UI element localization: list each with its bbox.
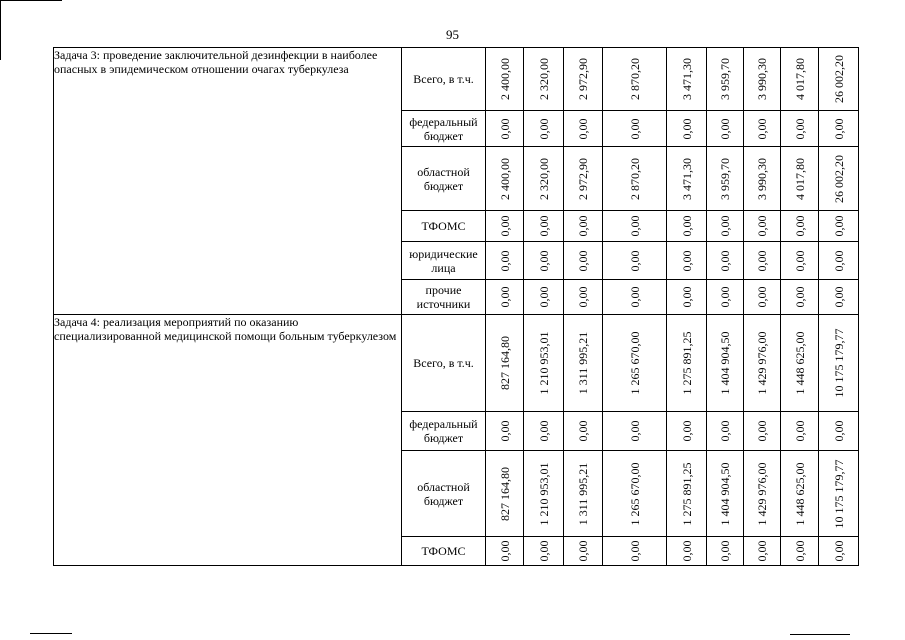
- value-cell: 0,00: [564, 242, 603, 280]
- value-cell: 0,00: [486, 412, 524, 451]
- value-cell: 0,00: [603, 111, 667, 147]
- value-cell: 1 404 904,50: [707, 315, 744, 412]
- value-cell: 2 400,00: [486, 147, 524, 211]
- value-cell: 1 210 953,01: [524, 451, 564, 537]
- value-cell: 1 448 625,00: [781, 451, 819, 537]
- funding-source: юридические лица: [402, 242, 486, 280]
- value-cell: 0,00: [781, 280, 819, 315]
- value-cell: 0,00: [603, 242, 667, 280]
- value-cell: 0,00: [707, 412, 744, 451]
- value-cell: 0,00: [667, 111, 707, 147]
- value-cell: 0,00: [707, 280, 744, 315]
- value-cell: 0,00: [564, 537, 603, 566]
- funding-source: Всего, в т.ч.: [402, 48, 486, 111]
- page-number: 95: [446, 27, 459, 42]
- funding-table: [53, 47, 859, 566]
- value-cell: 0,00: [524, 280, 564, 315]
- value-cell: 0,00: [781, 211, 819, 242]
- value-cell: 2 400,00: [486, 48, 524, 111]
- value-cell: 0,00: [819, 242, 859, 280]
- value-cell: 827 164,80: [486, 451, 524, 537]
- funding-source: прочие источники: [402, 280, 486, 315]
- value-cell: 0,00: [486, 280, 524, 315]
- value-cell: 1 265 670,00: [603, 451, 667, 537]
- value-cell: 0,00: [667, 242, 707, 280]
- value-cell: 0,00: [781, 242, 819, 280]
- funding-source: Всего, в т.ч.: [402, 315, 486, 412]
- value-cell: 0,00: [564, 111, 603, 147]
- funding-source: областной бюджет: [402, 451, 486, 537]
- value-cell: 0,00: [667, 280, 707, 315]
- value-cell: 1 275 891,25: [667, 315, 707, 412]
- value-cell: 0,00: [524, 211, 564, 242]
- value-cell: 0,00: [486, 111, 524, 147]
- funding-source: федеральный бюджет: [402, 412, 486, 451]
- value-cell: 2 972,90: [564, 48, 603, 111]
- value-cell: 0,00: [524, 111, 564, 147]
- value-cell: 3 959,70: [707, 147, 744, 211]
- value-cell: 0,00: [819, 280, 859, 315]
- value-cell: 0,00: [603, 280, 667, 315]
- value-cell: 1 265 670,00: [603, 315, 667, 412]
- value-cell: 0,00: [744, 242, 781, 280]
- value-cell: 827 164,80: [486, 315, 524, 412]
- value-cell: 0,00: [486, 211, 524, 242]
- value-cell: 1 429 976,00: [744, 451, 781, 537]
- value-cell: 0,00: [603, 537, 667, 566]
- value-cell: 0,00: [744, 412, 781, 451]
- value-cell: 3 959,70: [707, 48, 744, 111]
- value-cell: 1 429 976,00: [744, 315, 781, 412]
- value-cell: 3 471,30: [667, 147, 707, 211]
- funding-source: областной бюджет: [402, 147, 486, 211]
- value-cell: 1 275 891,25: [667, 451, 707, 537]
- value-cell: 0,00: [564, 412, 603, 451]
- value-cell: 0,00: [707, 242, 744, 280]
- value-cell: 2 972,90: [564, 147, 603, 211]
- value-cell: 1 210 953,01: [524, 315, 564, 412]
- value-cell: 4 017,80: [781, 147, 819, 211]
- value-cell: 0,00: [667, 537, 707, 566]
- value-cell: 0,00: [603, 211, 667, 242]
- value-cell: 0,00: [707, 111, 744, 147]
- funding-source: ТФОМС: [402, 537, 486, 566]
- value-cell: 3 990,30: [744, 147, 781, 211]
- value-cell: 3 471,30: [667, 48, 707, 111]
- value-cell: 10 175 179,77: [819, 315, 859, 412]
- value-cell: 0,00: [486, 537, 524, 566]
- value-cell: 26 002,20: [819, 48, 859, 111]
- value-cell: 0,00: [781, 111, 819, 147]
- scan-edge-mark: [30, 633, 72, 634]
- scan-edge-mark: [0, 0, 62, 1]
- scan-edge-mark: [790, 634, 850, 635]
- value-cell: 0,00: [744, 111, 781, 147]
- value-cell: 1 404 904,50: [707, 451, 744, 537]
- value-cell: 0,00: [564, 280, 603, 315]
- value-cell: 0,00: [819, 211, 859, 242]
- table-row: [54, 315, 859, 412]
- value-cell: 26 002,20: [819, 147, 859, 211]
- value-cell: 0,00: [667, 211, 707, 242]
- value-cell: 1 311 995,21: [564, 451, 603, 537]
- value-cell: 0,00: [603, 412, 667, 451]
- value-cell: 4 017,80: [781, 48, 819, 111]
- value-cell: 0,00: [524, 242, 564, 280]
- value-cell: 0,00: [819, 111, 859, 147]
- value-cell: 0,00: [486, 242, 524, 280]
- value-cell: 0,00: [524, 412, 564, 451]
- funding-source: федеральный бюджет: [402, 111, 486, 147]
- value-cell: 0,00: [667, 412, 707, 451]
- value-cell: 1 311 995,21: [564, 315, 603, 412]
- value-cell: 0,00: [524, 537, 564, 566]
- value-cell: 10 175 179,77: [819, 451, 859, 537]
- value-cell: 0,00: [744, 537, 781, 566]
- value-cell: 2 870,20: [603, 147, 667, 211]
- table-row: [54, 48, 859, 111]
- task-description: Задача 3: проведение заключительной дезинфекции в наиболее опасных в эпидемическом отношении очагах туберкулеза: [54, 48, 402, 315]
- value-cell: 2 320,00: [524, 48, 564, 111]
- task-description: Задача 4: реализация мероприятий по оказанию специализированной медицинской помощи больным туберкулезом: [54, 315, 402, 566]
- value-cell: 1 448 625,00: [781, 315, 819, 412]
- value-cell: 0,00: [707, 211, 744, 242]
- value-cell: 3 990,30: [744, 48, 781, 111]
- value-cell: 0,00: [819, 537, 859, 566]
- value-cell: 0,00: [819, 412, 859, 451]
- value-cell: 0,00: [781, 537, 819, 566]
- value-cell: 0,00: [707, 537, 744, 566]
- value-cell: 0,00: [781, 412, 819, 451]
- scan-edge-mark: [0, 0, 1, 60]
- value-cell: 0,00: [564, 211, 603, 242]
- value-cell: 0,00: [744, 280, 781, 315]
- funding-source: ТФОМС: [402, 211, 486, 242]
- value-cell: 0,00: [744, 211, 781, 242]
- value-cell: 2 870,20: [603, 48, 667, 111]
- value-cell: 2 320,00: [524, 147, 564, 211]
